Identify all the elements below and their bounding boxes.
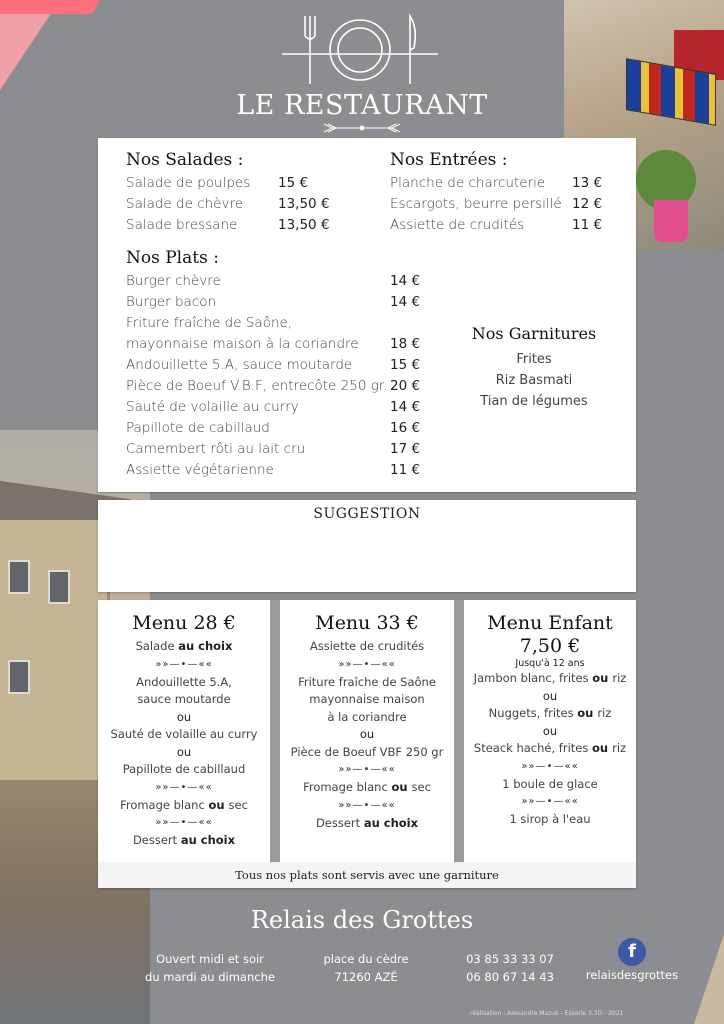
flourish-ornament [322, 122, 402, 134]
menu-line [464, 705, 636, 723]
menu-33-title: Menu 33 € [315, 612, 419, 634]
address-line: 71260 AZÉ [334, 970, 398, 984]
menu-au-choix: au choix [178, 639, 233, 653]
menu-item: sec [411, 780, 431, 794]
separator-ornament: »»—•—«« [338, 799, 396, 811]
decor-corner-stripe [0, 0, 100, 14]
menu-ou: ou [592, 671, 613, 685]
plats-title: Nos Plats : [126, 248, 219, 268]
menu-item: Dessert [132, 833, 178, 847]
menu-item: sec [228, 797, 248, 812]
menu-item: Dessert [315, 815, 361, 830]
salade-item-name: Salade bressane [126, 217, 238, 233]
salade-item-price: 13,50 € [278, 196, 330, 212]
separator-ornament: »»—•—«« [155, 781, 213, 793]
menu-item: Sauté de volaille au curry [110, 727, 258, 741]
page-title: LE RESTAURANT [236, 90, 488, 121]
menu-ou: ou [176, 709, 192, 724]
cutlery-plate-icon [280, 14, 440, 88]
plat-item-name: Burger bacon [126, 294, 217, 310]
menu-item: Fromage blanc [120, 797, 205, 812]
menu-line [464, 670, 636, 688]
menu-item: Assiette de crudités [309, 639, 425, 653]
plat-item-price: 14 € [390, 294, 421, 310]
plat-item-name: Friture fraîche de Saône, [126, 315, 293, 331]
hours-line: Ouvert midi et soir [156, 952, 264, 966]
plat-item-name: Camembert rôti au lait cru [126, 441, 306, 457]
plat-item-name: Papillote de cabillaud [126, 420, 270, 436]
opening-hours [140, 950, 280, 986]
menu-line [464, 740, 636, 758]
menu-ou: ou [542, 688, 558, 703]
separator-ornament: »»—•—«« [338, 764, 396, 775]
column-divider [454, 600, 464, 862]
menu-item: 1 boule de glace [502, 776, 598, 791]
decor-window [8, 560, 30, 594]
facebook-handle[interactable]: relaisdesgrottes [585, 968, 679, 982]
menu-enfant-age: Jusqu'à 12 ans [515, 658, 585, 669]
entree-item-name: Assiette de crudités [390, 217, 525, 233]
salade-item-name: Salade de poulpes [126, 175, 251, 191]
menu-item: Friture fraîche de Saône [298, 674, 436, 689]
separator-ornament: »»—•—«« [521, 796, 579, 807]
separator-ornament: »»—•—«« [155, 658, 213, 670]
menu-item: 1 sirop à l'eau [509, 812, 591, 826]
menu-33-column [280, 600, 454, 862]
hours-line: du mardi au dimanche [145, 970, 275, 984]
decor-corner-bottom [694, 934, 724, 1024]
facebook-icon[interactable]: f [618, 938, 646, 966]
menu-ou: ou [391, 780, 412, 794]
menu-au-choix: au choix [363, 815, 419, 830]
address-line: place du cèdre [323, 952, 409, 966]
menu-ou: ou [208, 797, 229, 812]
salade-item-price: 15 € [278, 175, 309, 191]
menu-28-title: Menu 28 € [132, 612, 236, 634]
menu-ou: ou [542, 723, 558, 738]
menu-item: riz [597, 706, 612, 720]
plat-item-price: 17 € [390, 441, 421, 457]
decor-pot [654, 200, 688, 242]
menu-line [98, 797, 270, 815]
menu-item: riz [612, 741, 627, 755]
garniture-item: Riz Basmati [495, 373, 573, 388]
entrees-title: Nos Entrées : [390, 150, 508, 170]
menu-item: Jambon blanc, frites [473, 671, 589, 685]
menu-item: riz [612, 671, 627, 685]
decor-window [48, 570, 70, 604]
plat-item-price: 14 € [390, 399, 421, 415]
carte-panel [98, 138, 636, 492]
phone-numbers [450, 950, 570, 986]
plat-item-price: 15 € [390, 357, 421, 373]
design-credit: réalisation : Alexandre Mazuk - Essorie 3.3D - 2021 [470, 1010, 624, 1017]
plat-item-name: mayonnaise maison à la coriandre [126, 336, 359, 352]
plat-item-name: Sauté de volaille au curry [126, 399, 299, 415]
separator-ornament: »»—•—«« [521, 760, 579, 772]
salade-item-price: 13,50 € [278, 217, 330, 233]
phone-link[interactable]: 06 80 67 14 43 [466, 970, 554, 984]
plat-item-price: 14 € [390, 273, 421, 289]
entree-item-name: Escargots, beurre persillé [390, 196, 562, 212]
entree-item-name: Planche de charcuterie [390, 175, 546, 191]
menu-au-choix: au choix [180, 833, 236, 847]
menu-line [98, 832, 270, 850]
garniture-note: Tous nos plats sont servis avec une garniture [235, 868, 499, 882]
separator-ornament: »»—•—«« [338, 658, 396, 670]
phone-link[interactable]: 03 85 33 33 07 [466, 952, 554, 966]
column-divider [270, 600, 280, 862]
menu-enfant-column [464, 600, 636, 862]
garniture-item: Tian de légumes [480, 394, 588, 409]
menu-28-column [98, 600, 270, 862]
menu-item: Pièce de Boeuf VBF 250 gr [290, 744, 444, 759]
menu-item: sauce moutarde [137, 692, 231, 706]
menu-enfant-price: 7,50 € [519, 635, 581, 657]
menu-item: Nuggets, frites [488, 706, 574, 720]
salade-item-name: Salade de chèvre [126, 196, 244, 212]
plat-item-price: 18 € [390, 336, 421, 352]
suggestion-title: SUGGESTION [313, 506, 421, 522]
separator-ornament: »»—•—«« [155, 817, 213, 828]
garniture-item: Frites [516, 352, 552, 367]
entree-item-price: 13 € [572, 175, 603, 191]
menu-item: Papillote de cabillaud [122, 762, 246, 776]
plat-item-name: Andouillette 5.A, sauce moutarde [126, 357, 353, 373]
entree-item-price: 11 € [572, 217, 603, 233]
menu-ou: ou [359, 727, 375, 741]
plat-item-price: 20 € [390, 378, 421, 394]
plat-item-name: Pièce de Boeuf V.B.F, entrecôte 250 gr. [126, 378, 388, 394]
menu-item: Steack haché, frites [473, 741, 589, 755]
entree-item-price: 12 € [572, 196, 603, 212]
menus-panel [98, 600, 636, 888]
salades-title: Nos Salades : [126, 150, 244, 170]
garnitures-title: Nos Garnitures [471, 324, 597, 343]
plat-item-price: 11 € [390, 462, 421, 478]
garnitures-box [454, 324, 614, 412]
menu-item: à la coriandre [327, 709, 407, 724]
menu-line [280, 779, 454, 797]
menu-ou: ou [577, 706, 598, 720]
menu-item: Salade [135, 639, 175, 653]
suggestion-panel [98, 500, 636, 592]
address [306, 950, 426, 986]
menu-item: Fromage blanc [303, 780, 388, 794]
menu-enfant-title: Menu Enfant [487, 612, 613, 634]
plat-item-name: Burger chèvre [126, 273, 221, 289]
menu-item: mayonnaise maison [309, 692, 425, 706]
plat-item-price: 16 € [390, 420, 421, 436]
decor-house [0, 520, 110, 780]
menu-ou: ou [176, 744, 192, 759]
plat-item-name: Assiette végétarienne [126, 462, 274, 478]
menu-ou: ou [592, 741, 613, 755]
menu-line [280, 815, 454, 833]
brand-name: Relais des Grottes [250, 906, 474, 934]
menu-item: Andouillette 5.A, [136, 674, 232, 689]
decor-window [8, 660, 30, 694]
menu-line [98, 638, 270, 656]
